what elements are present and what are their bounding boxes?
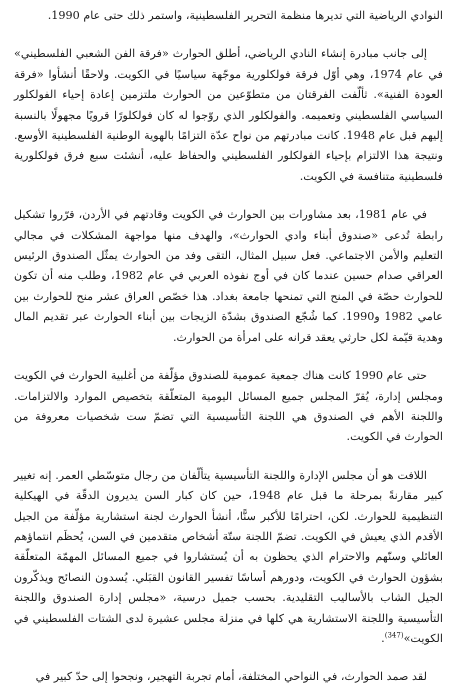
paragraph-5-text: اللافت هو أن مجلس الإدارة واللجنة التأسيسية يتألّفان من رجال متوسّطي العمر. إنه تغيير كبير مقارنةً بمرحلة ما قبل عام 1948، حين كان كبار السن يديرون الدقّة في الهيكلية التنظيمية للحوارث. لكن، احترامًا للأكبر سنًّا، أنشأ الحوارث لجنة استشارية مؤلّفة من الجيل الأقدم الذي يعيش في الكويت. تضمّ اللجنة ستّة أشخاص متقدمين في السن، يُحظَم انتماؤهم العائلي وسنّهم والاحترام الذي يحظون به أن يُستشاروا في جميع المسائل المهمّة المتعلّقة بشؤون الحوارث في الكويت، ودورهم أساسًا تفسير القانون القبَلي. يُسدون النصائح ويذكّرون الجيل الشاب بالأساليب التقليدية. بحسب جميل درسية، «مجلس إدارة الصندوق واللجنة التأسيسية واللجنة الاستشارية هي كلها في منزلة مجلس عشيرة لدى الشتات الفلسطيني في الكويت» [14,468,443,645]
paragraph-1: النوادي الرياضية التي تديرها منظمة التحرير الفلسطينية، واستمر ذلك حتى عام 1990. [47,9,443,22]
footnote-reference: (347) [384,631,404,640]
paragraph-5: اللافت هو أن مجلس الإدارة واللجنة التأسيسية يتألّفان من رجال متوسّطي العمر. إنه تغيير كبير مقارنةً بمرحلة ما قبل عام 1948، حين كان كبار السن يديرون الدقّة في الهيكلية التنظيمية للحوارث. لكن، احترامًا للأكبر سنًّا، أنشأ الحوارث لجنة استشارية مؤلّفة من الجيل الأقدم الذي يعيش في الكويت. تضمّ اللجنة ستّة أشخاص متقدمين في السن، يُحظَم انتماؤهم العائلي وسنّهم والاحترام الذي يحظون به أن يُستشاروا في جميع المسائل المهمّة المتعلّقة بشؤون الحوارث في الكويت، ودورهم أساسًا تفسير القانون القبَلي. يُسدون النصائح ويذكّرون الجيل الشاب بالأساليب التقليدية. بحسب جميل درسية، «مجلس إدارة الصندوق واللجنة التأسيسية واللجنة الاستشارية هي كلها في منزلة مجلس عشيرة لدى الشتات الفلسطيني في الكويت»$^{(347)}$. [14,468,443,645]
paragraph-4: حتى عام 1990 كانت هناك جمعية عمومية للصندوق مؤلّفة من أغلبية الحوارث في الكويت ومجلس إدارة، يُقرّ المجلس جميع المسائل اليومية المتعلّقة بتخصيص الموارد والالتزامات. واللجنة الأهم في الصندوق هي اللجنة التأسيسية التي تضمّ ست شخصيات معروفة من الحوارث في الكويت. [14,369,443,444]
paragraph-3: في عام 1981، بعد مشاورات بين الحوارث في الكويت وقادتهم في الأردن، قرّروا تشكيل رابطة تُدعى «صندوق أبناء وادي الحوارث»، والهدف منها مواجهة المشكلات في مجالي التعليم والأمن الاجتماعي. فعل سبيل المثال، التقى وفد من الحوارث يمثّل الصندوق الرئيس العراقي صدام حسين عندما كان في أوج نفوذه العربي في عام 1982، وطلب منه أن تكون للحوارث حصّة في المنح التي تمنحها جامعة بغداد. هذا خصّص العراق عشر منح للحوارث بين عامي 1982 و1990. كما شُجّع الصندوق بشدّة الزيجات بين أبناء الحوارث عبر تقديم المال وهدية قيّمة لكل حارثي يعقد قرانه على امرأة من الحوارث. [14,208,443,344]
paragraph-6: لقد صمد الحوارث، في النواحي المختلفة، أمام تجربة التهجير، ونجحوا إلى حدّ كبير في [35,670,427,684]
document-page [14,6,443,688]
paragraph-2: إلى جانب مبادرة إنشاء النادي الرياضي، أطلق الحوارث «فرقة الفن الشعبي الفلسطيني» في عام 1974، وهي أوّل فرقة فولكلورية موجّهة سياسيًا في الكويت. ولاحقًا أنشأوا «فرقة العودة الفنية». ثألّفت الفرقتان من متطوّعين من الحوارث ملتزمين إعادة إحياء الفولكلور السياسي الفلسطيني وتعميمه. والفولكلور الذي روّجوا له كان فولكلورًا قرويًا مجهولًا بالنسبة إليهم قبل عام 1948. كانت مبادرتهم من نواح عدّة التزامًا بالهوية الوطنية الفلسطينية الأوسع. ونتيجة هذا الالتزام بإحياء الفولكلور الفلسطيني والحفاظ عليه، أنشئت سبع فرق فولكلورية فلسطينية متنافسة في الكويت. [14,47,444,183]
